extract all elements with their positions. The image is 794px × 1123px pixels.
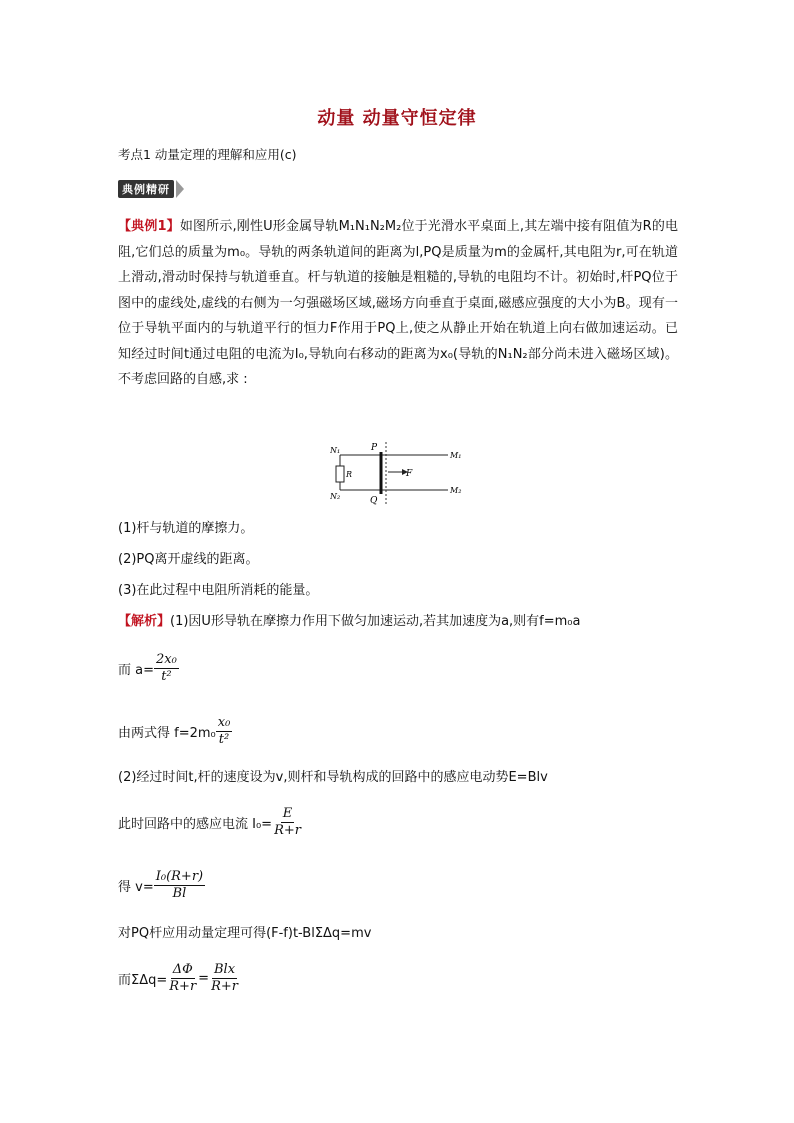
eq-q-denominator-1: R+r [169, 979, 197, 994]
badge-label: 典例精研 [118, 180, 174, 198]
eq-f-fraction [216, 715, 233, 748]
eq-q-fraction-2 [209, 962, 240, 995]
solution-line-4: (2)经过时间t,杆的速度设为v,则杆和导轨构成的回路中的感应电动势E=Blv [118, 770, 548, 785]
resistor [336, 466, 344, 482]
example-paragraph [118, 214, 678, 393]
eq-a-fraction [154, 652, 179, 685]
label-m1: M₁ [450, 451, 462, 460]
example-tag: 【典例1】 [118, 219, 180, 234]
eq-q-denominator-2: R+r [211, 979, 238, 994]
page-title: 动量 动量守恒定律 [317, 108, 477, 129]
eq-f-denominator: t² [218, 732, 230, 747]
equation-v [118, 869, 205, 902]
solution-tag: 【解析】 [118, 614, 171, 629]
eq-v-denominator: Bl [172, 886, 187, 901]
eq-a-denominator: t² [161, 669, 172, 684]
question-2: (2)PQ离开虚线的距离。 [118, 552, 259, 567]
eq-q-numerator-1: ΔΦ [172, 962, 193, 977]
eq-f-prefix: 由两式得 f=2m₀ [118, 726, 216, 741]
equation-f [118, 715, 232, 748]
eq-v-prefix: 得 v= [118, 880, 154, 895]
solution-text-1: (1)因U形导轨在摩擦力作用下做匀加速运动,若其加速度为a,则有f=m₀a [170, 614, 581, 629]
badge-arrow-icon [176, 180, 184, 198]
example-text: 如图所示,刚性U形金属导轨M₁N₁N₂M₂位于光滑水平桌面上,其左端中接有阻值为R的电阻,它们总的质量为m₀。导轨的两条轨道间的距离为l,PQ是质量为m的金属杆,其电阻为r,可在轨道上滑动,滑动时保持与轨道垂直。杆与轨道的接触是粗糙的,导轨的电阻均不计。初始时,杆PQ位于图中的虚线处,虚线的右侧为一匀强磁场区域,磁场方向垂直于桌面,磁感应强度的大小为B。现有一位于导轨平面内的与轨道平行的恒力F作用于PQ上,使之从静止开始在轨道上向右做加速运动。已知经过时间t通过电阻的电流为I₀,导轨向右移动的距离为x₀(导轨的N₁N₂部分尚未进入磁场区域)。不考虑回路的自感,求 : [118, 219, 679, 387]
eq-i0-denominator: R+r [274, 823, 301, 838]
circuit-diagram [330, 440, 470, 510]
label-n1: N₁ [330, 446, 341, 455]
eq-a-prefix: 而 a= [118, 663, 154, 678]
question-3: (3)在此过程中电阻所消耗的能量。 [118, 583, 319, 598]
label-q: Q [370, 496, 378, 506]
label-n2: N₂ [330, 492, 341, 501]
label-m2: M₂ [450, 486, 462, 495]
label-p: P [371, 443, 378, 453]
section-badge [118, 180, 184, 198]
solution-line-7: 对PQ杆应用动量定理可得(F-f)t-BlΣΔq=mv [118, 926, 372, 941]
eq-v-fraction [154, 869, 205, 902]
eq-i0-fraction [272, 806, 303, 839]
eq-i0-numerator: E [282, 806, 293, 821]
eq-i0-prefix: 此时回路中的感应电流 I₀= [118, 817, 273, 832]
eq-q-fraction-1 [167, 962, 198, 995]
eq-a-numerator: 2x₀ [156, 652, 177, 667]
eq-v-numerator: I₀(R+r) [155, 869, 204, 884]
solution-line-1 [118, 613, 581, 631]
label-r: R [346, 470, 353, 479]
equation-q [118, 962, 240, 995]
eq-q-numerator-2: Blx [214, 962, 236, 977]
question-1: (1)杆与轨道的摩擦力。 [118, 521, 254, 536]
eq-q-equals: = [198, 971, 210, 986]
label-f: F [406, 469, 413, 479]
eq-q-prefix: 而ΣΔq= [118, 973, 168, 988]
eq-f-numerator: x₀ [217, 715, 231, 730]
section-heading: 考点1 动量定理的理解和应用(c) [118, 147, 297, 162]
equation-i0 [118, 806, 303, 839]
equation-a [118, 652, 179, 685]
